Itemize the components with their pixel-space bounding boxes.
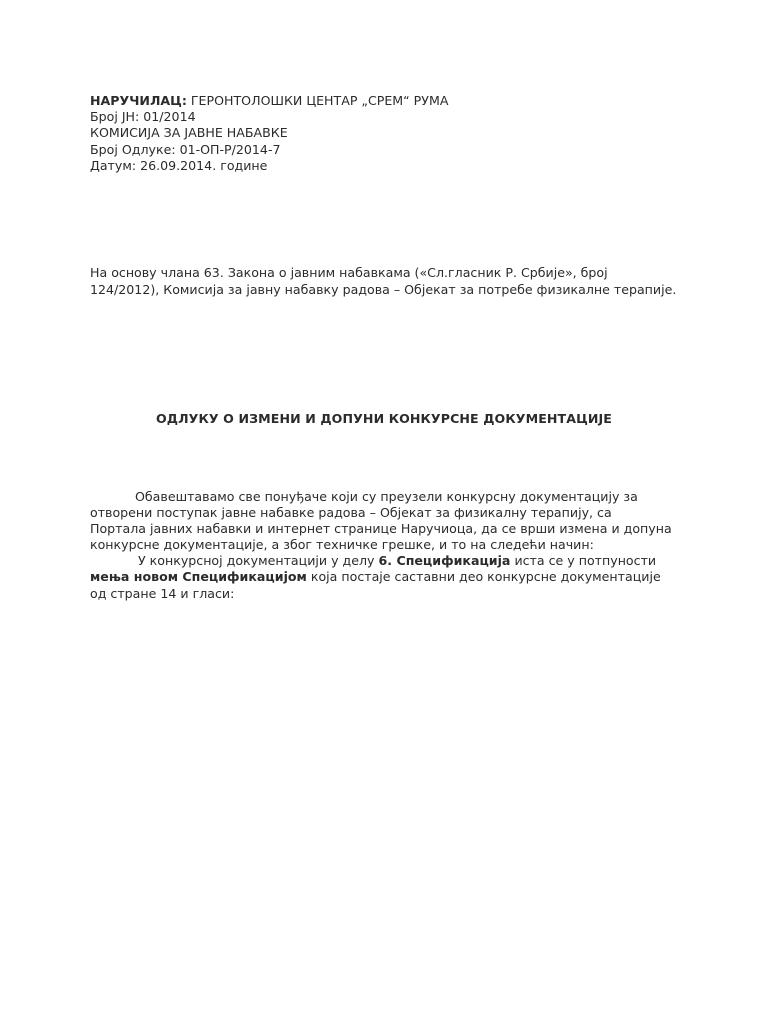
preamble-line: На основу члана 63. Закона о јавним набавкама («Сл.гласник Р. Србије», број [90,265,608,280]
preamble-line: 124/2012), Комисија за јавну набавку радова – Објекат за потребе физикалне терапије. [90,282,677,297]
body-line [90,553,672,569]
client-name: ГЕРОНТОЛОШКИ ЦЕНТАР „СРЕМ“ РУМА [186,93,449,108]
decision-number: Број Одлуке: 01-ОП-Р/2014-7 [90,141,281,157]
specification-section-ref: 6. Спецификација [378,553,511,569]
document-date: Датум: 26.09.2014. године [90,157,268,173]
commission-name: КОМИСИЈА ЗА ЈАВНЕ НАБАВКЕ [90,125,288,141]
preamble-paragraph [90,264,676,298]
body-line: Портала јавних набавки и интернет странице Наручиоца, да се врши измена и допуна [90,521,672,537]
body-text-run: која постаје саставни део конкурсне документације [306,569,661,585]
body-text [90,489,672,602]
body-line [90,569,672,585]
body-line: Обавештавамо све понуђаче који су преузели конкурсну документацију за [135,489,638,504]
client-label: НАРУЧИЛАЦ: [90,93,187,108]
document-title: ОДЛУКУ О ИЗМЕНИ И ДОПУНИ КОНКУРСНЕ ДОКУМЕНТАЦИЈЕ [155,411,612,426]
client-line [90,93,448,109]
body-line: конкурсне документације, а због техничке грешке, и то на следећи начин: [90,537,594,553]
new-specification-ref: мења новом Спецификацијом [90,569,307,585]
header-block [90,93,448,174]
body-text-run: иста се у потпуности [510,553,657,569]
jn-number: Број ЈН: 01/2014 [90,109,196,125]
body-line: отворени поступак јавне набавке радова – Објекат за физикалну терапију, са [90,505,612,521]
body-line: од стране 14 и гласи: [90,585,235,601]
body-text-run: У конкурсној документацији у делу [138,553,379,569]
